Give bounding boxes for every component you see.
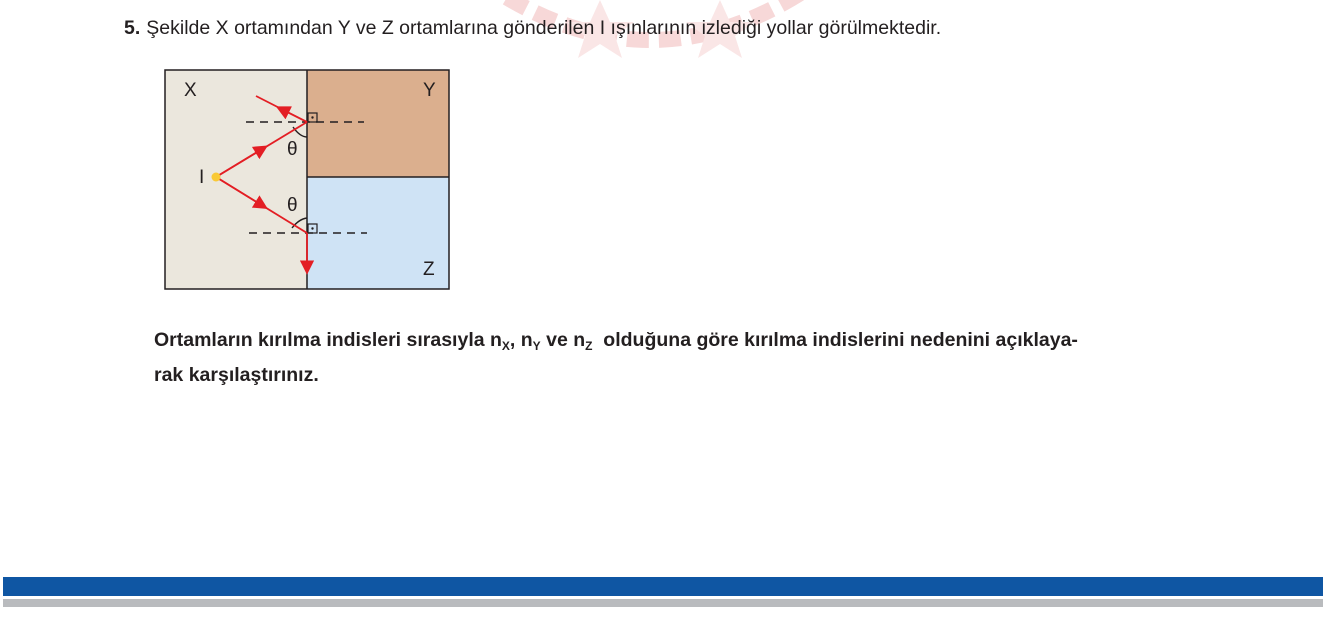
question-number: 5. xyxy=(124,17,141,39)
light-source xyxy=(212,173,221,182)
angle-label-top: θ xyxy=(287,139,298,160)
label-medium-y: Y xyxy=(423,80,436,101)
subscript-z: Z xyxy=(585,339,593,353)
footer-blue-bar xyxy=(3,577,1323,596)
prompt-part1: Ortamların kırılma indisleri sırasıyla n xyxy=(154,329,502,351)
question-text: Şekilde X ortamından Y ve Z ortamlarına gönderilen I ışınlarının izlediği yollar görülmektedir. xyxy=(146,17,942,39)
angle-label-bottom: θ xyxy=(287,195,298,216)
prompt-sep1: , n xyxy=(509,329,533,351)
prompt-text xyxy=(154,326,1234,390)
figure-drawing xyxy=(164,69,452,293)
prompt-line2: rak karşılaştırınız. xyxy=(154,364,319,386)
subscript-y: Y xyxy=(532,339,541,353)
label-source: I xyxy=(199,167,205,188)
medium-x xyxy=(165,70,307,289)
subscript-x: X xyxy=(501,339,510,353)
label-medium-x: X xyxy=(184,80,197,101)
prompt-part2: olduğuna göre kırılma indislerini nedenini açıklaya- xyxy=(592,329,1078,351)
footer-gray-bar xyxy=(3,599,1323,607)
prompt-sep2: ve n xyxy=(540,329,586,351)
label-medium-z: Z xyxy=(423,259,435,280)
question-line xyxy=(124,17,941,40)
